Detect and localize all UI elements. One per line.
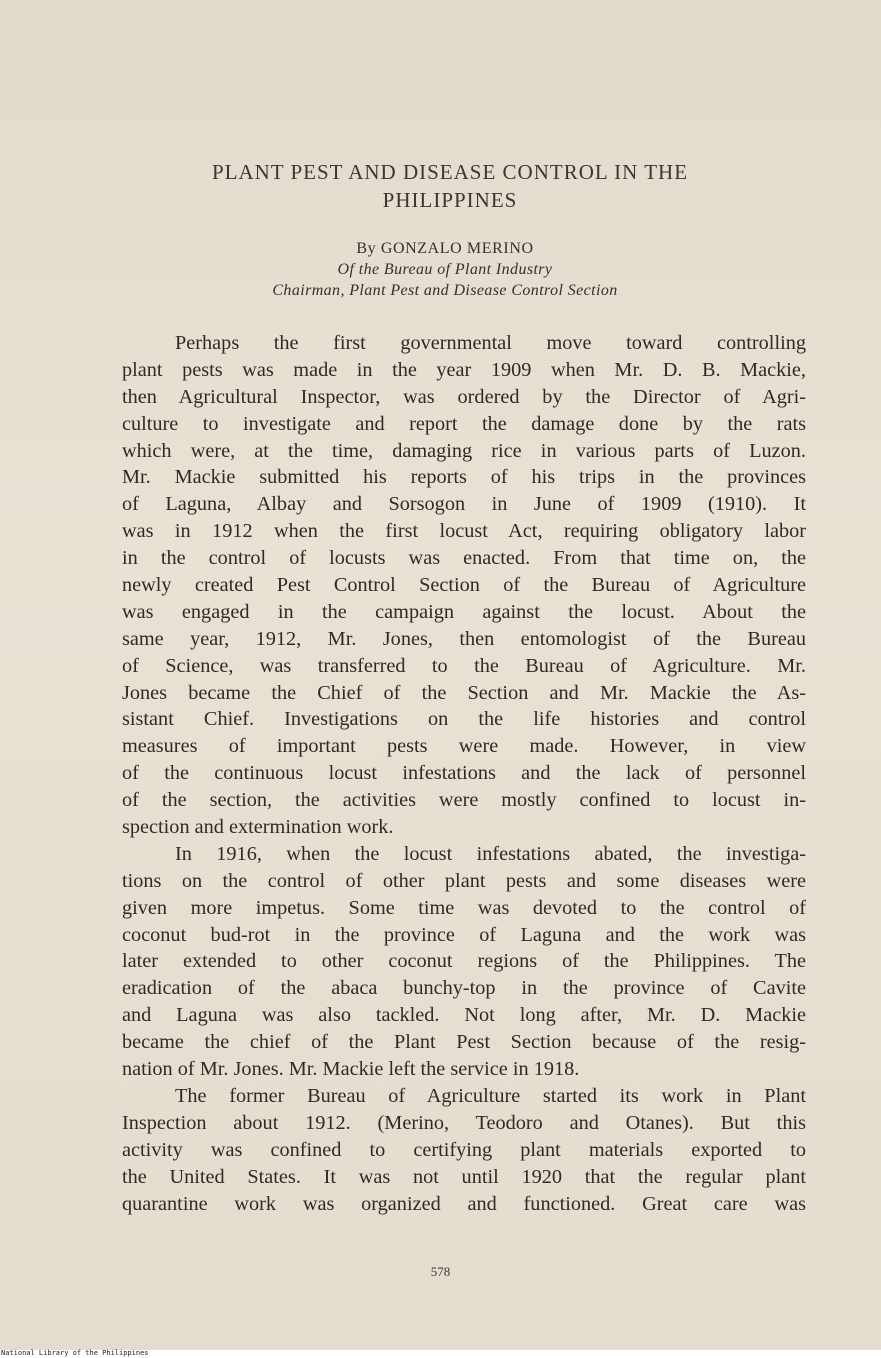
affiliation-line: Of the Bureau of Plant Industry	[337, 261, 553, 278]
paragraph-3-line: the United States. It was not until 1920 that the regular plant	[122, 1165, 806, 1188]
paragraph-3-line: activity was confined to certifying plant materials exported to	[122, 1138, 806, 1161]
paragraph-2-line: In 1916, when the locust infestations abated, the investiga-	[175, 842, 806, 865]
paragraph-1-line: Mr. Mackie submitted his reports of his trips in the provinces	[122, 466, 806, 489]
paragraph-2-line: coconut bud-rot in the province of Laguna and the work was	[122, 923, 806, 946]
paragraph-3-line: quarantine work was organized and functioned. Great care was	[122, 1192, 806, 1215]
paragraph-2-line: and Laguna was also tackled. Not long after, Mr. D. Mackie	[122, 1004, 806, 1027]
paragraph-3-line: Inspection about 1912. (Merino, Teodoro and Otanes). But this	[122, 1111, 806, 1134]
paragraph-1-line: Perhaps the first governmental move toward controlling	[175, 332, 806, 354]
paragraph-1-line: then Agricultural Inspector, was ordered by the Director of Agri-	[122, 385, 806, 408]
paragraph-2-line: given more impetus. Some time was devoted to the control of	[122, 896, 806, 919]
paragraph-2-line: nation of Mr. Jones. Mr. Mackie left the service in 1918.	[122, 1058, 580, 1081]
page-number: 578	[430, 1264, 451, 1279]
paragraph-1-line: plant pests was made in the year 1909 when Mr. D. B. Mackie,	[122, 358, 806, 381]
paragraph-1-line: was in 1912 when the first locust Act, requiring obligatory labor	[122, 520, 806, 543]
paragraph-1-line: of the section, the activities were mostly confined to locust in-	[122, 789, 806, 812]
paragraph-1-line: culture to investigate and report the damage done by the rats	[122, 412, 806, 435]
article-title	[120, 158, 780, 214]
byline	[120, 238, 770, 301]
paragraph-2-line: tions on the control of other plant pests and some diseases were	[122, 869, 806, 892]
footer-bar	[0, 1350, 881, 1358]
paragraph-1-line: Jones became the Chief of the Section and Mr. Mackie the As-	[122, 681, 806, 704]
paragraph-1-line: which were, at the time, damaging rice in various parts of Luzon.	[122, 439, 806, 462]
paragraph-1-line: of the continuous locust infestations and the lack of personnel	[122, 762, 806, 785]
paragraph-2-line: eradication of the abaca bunchy-top in the province of Cavite	[122, 977, 806, 1000]
body-text	[122, 330, 806, 1217]
title-line: PHILIPPINES	[382, 188, 518, 212]
paragraph-1-line: in the control of locusts was enacted. From that time on, the	[122, 547, 806, 570]
paragraph-1-line: same year, 1912, Mr. Jones, then entomologist of the Bureau	[122, 627, 806, 650]
paragraph-1-line: of Science, was transferred to the Bureau of Agriculture. Mr.	[122, 654, 806, 677]
paragraph-1-line: measures of important pests were made. However, in view	[122, 735, 806, 758]
paragraph-1-line: was engaged in the campaign against the locust. About the	[122, 600, 806, 623]
author-line: By GONZALO MERINO	[356, 240, 534, 257]
paragraph-1-line: spection and extermination work.	[122, 816, 394, 839]
paragraph-1-line: sistant Chief. Investigations on the life histories and control	[122, 708, 806, 731]
paragraph-1-line: of Laguna, Albay and Sorsogon in June of 1909 (1910). It	[122, 493, 806, 516]
paragraph-2-line: became the chief of the Plant Pest Section because of the resig-	[122, 1031, 806, 1054]
footer-attribution: National Library of the Philippines	[1, 1349, 149, 1357]
title-line: PLANT PEST AND DISEASE CONTROL IN THE	[211, 160, 689, 184]
paragraph-3-line: The former Bureau of Agriculture started its work in Plant	[175, 1084, 806, 1107]
affiliation-line: Chairman, Plant Pest and Disease Control Section	[272, 282, 618, 299]
paragraph-1-line: newly created Pest Control Section of the Bureau of Agriculture	[122, 574, 806, 597]
paragraph-2-line: later extended to other coconut regions of the Philippines. The	[122, 950, 806, 973]
